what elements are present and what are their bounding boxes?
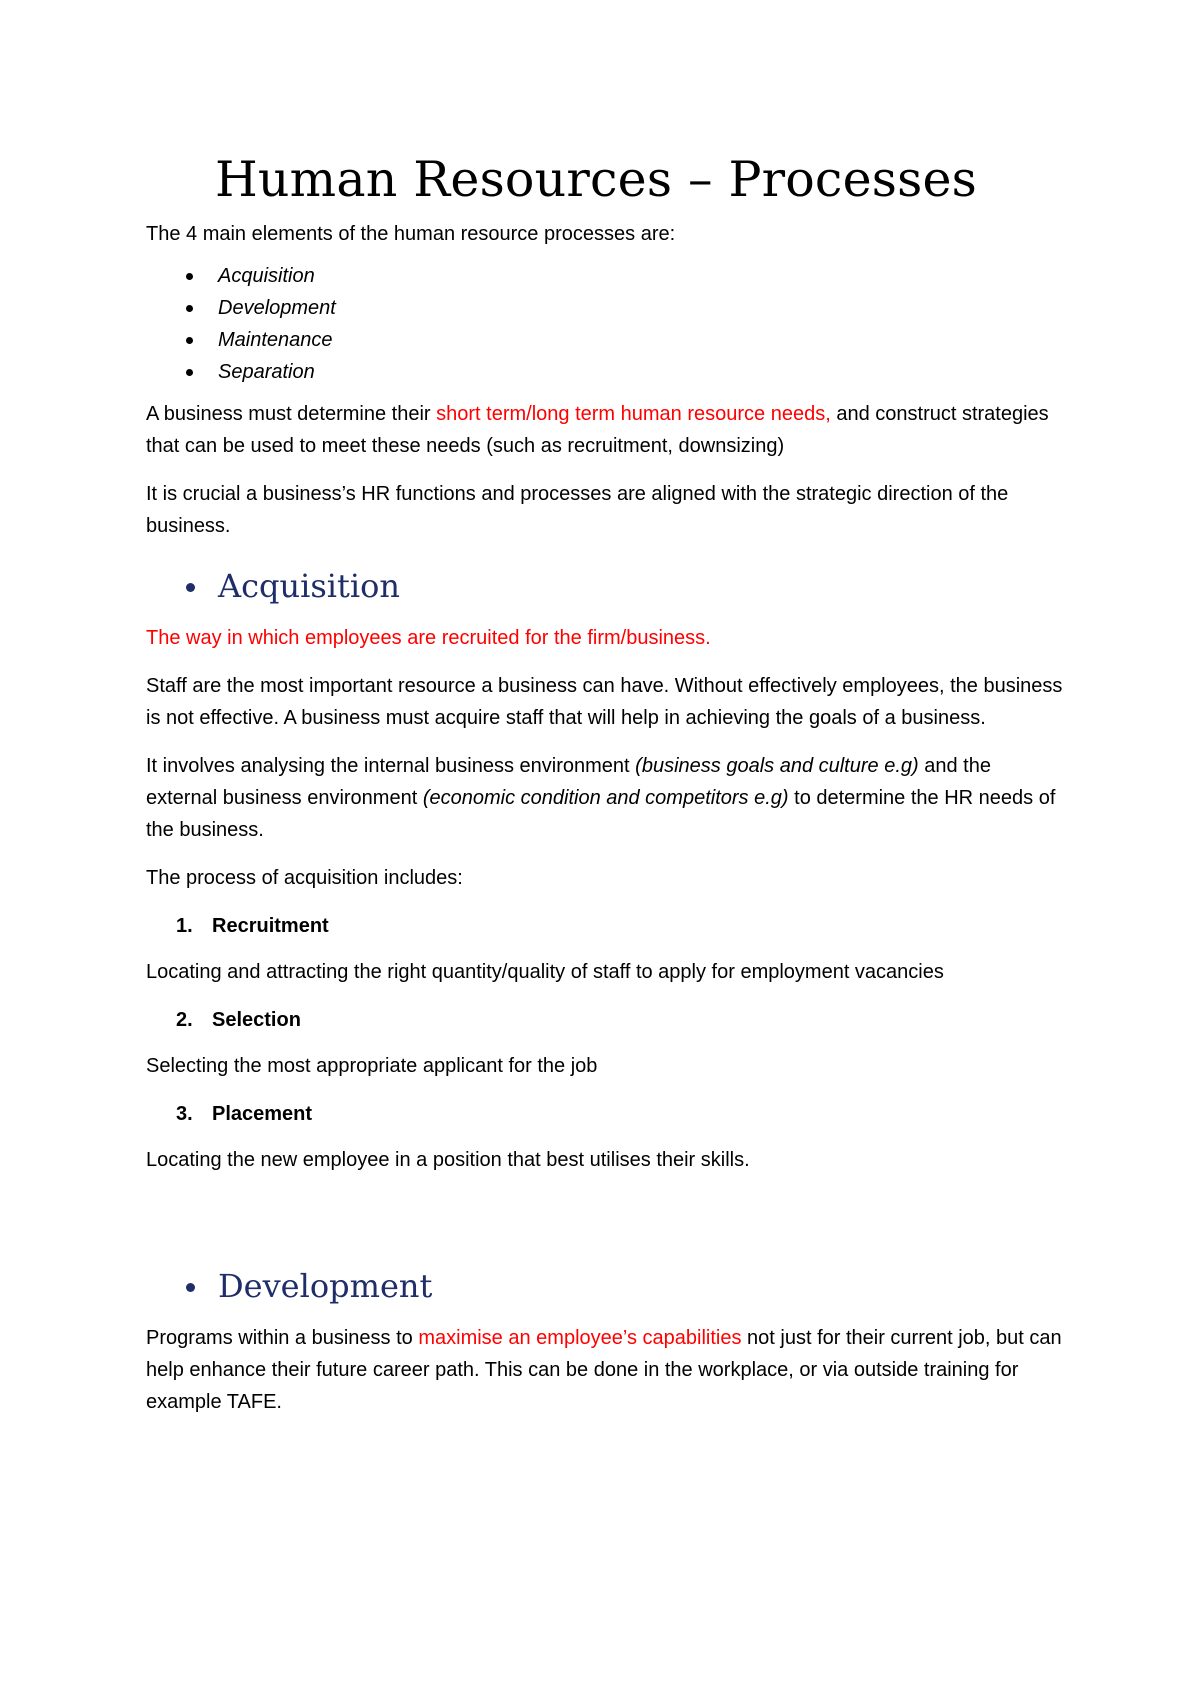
step-description-placement: Locating the new employee in a position that best utilises their skills.	[146, 1149, 750, 1171]
bullet-icon	[186, 583, 195, 592]
list-item: Maintenance	[146, 324, 1066, 356]
elements-list	[146, 260, 1066, 388]
aligned-paragraph: It is crucial a business’s HR functions and processes are aligned with the strategic direction of the business.	[146, 483, 1009, 537]
step-heading-placement: 3. Placement	[176, 1103, 313, 1125]
step-description-selection: Selecting the most appropriate applicant for the job	[146, 1055, 598, 1077]
acquisition-paragraph-2: It involves analysing the internal business environment (business goals and culture e.g) and the external business environment (economic condition and competitors e.g) to determine the HR needs of the business.	[146, 755, 1056, 841]
development-highlight: maximise an employee’s capabilities	[418, 1327, 742, 1349]
bullet-icon	[186, 337, 193, 344]
bullet-icon	[186, 305, 193, 312]
intro-text: The 4 main elements of the human resource processes are:	[146, 223, 676, 245]
acquisition-definition: The way in which employees are recruited for the firm/business.	[146, 627, 711, 649]
development-heading: Development	[146, 1264, 1066, 1308]
needs-paragraph: A business must determine their short term/long term human resource needs, and construct strategies that can be used to meet these needs (such as recruitment, downsizing)	[146, 403, 1049, 457]
list-item: Acquisition	[146, 260, 1066, 292]
step-heading-selection: 2. Selection	[176, 1009, 301, 1031]
acquisition-heading: Acquisition	[146, 564, 1066, 608]
list-item: Development	[146, 292, 1066, 324]
document-body	[146, 150, 1066, 1434]
page-title: Human Resources – Processes	[214, 151, 978, 208]
step-description-recruitment: Locating and attracting the right quantity/quality of staff to apply for employment vacancies	[146, 961, 944, 983]
needs-highlight: short term/long term human resource needs,	[436, 403, 831, 425]
development-paragraph: Programs within a business to maximise an employee’s capabilities not just for their current job, but can help enhance their future career path. This can be done in the workplace, or via outside training for example TAFE.	[146, 1327, 1062, 1413]
spacer	[146, 1192, 1066, 1242]
bullet-icon	[186, 1283, 195, 1292]
step-heading-recruitment: 1. Recruitment	[176, 915, 329, 937]
process-intro: The process of acquisition includes:	[146, 867, 463, 889]
bullet-icon	[186, 273, 193, 280]
bullet-icon	[186, 369, 193, 376]
acquisition-paragraph-1: Staff are the most important resource a business can have. Without effectively employees, the business is not effective. A business must acquire staff that will help in achieving the goals of a business.	[146, 675, 1063, 729]
list-item: Separation	[146, 356, 1066, 388]
